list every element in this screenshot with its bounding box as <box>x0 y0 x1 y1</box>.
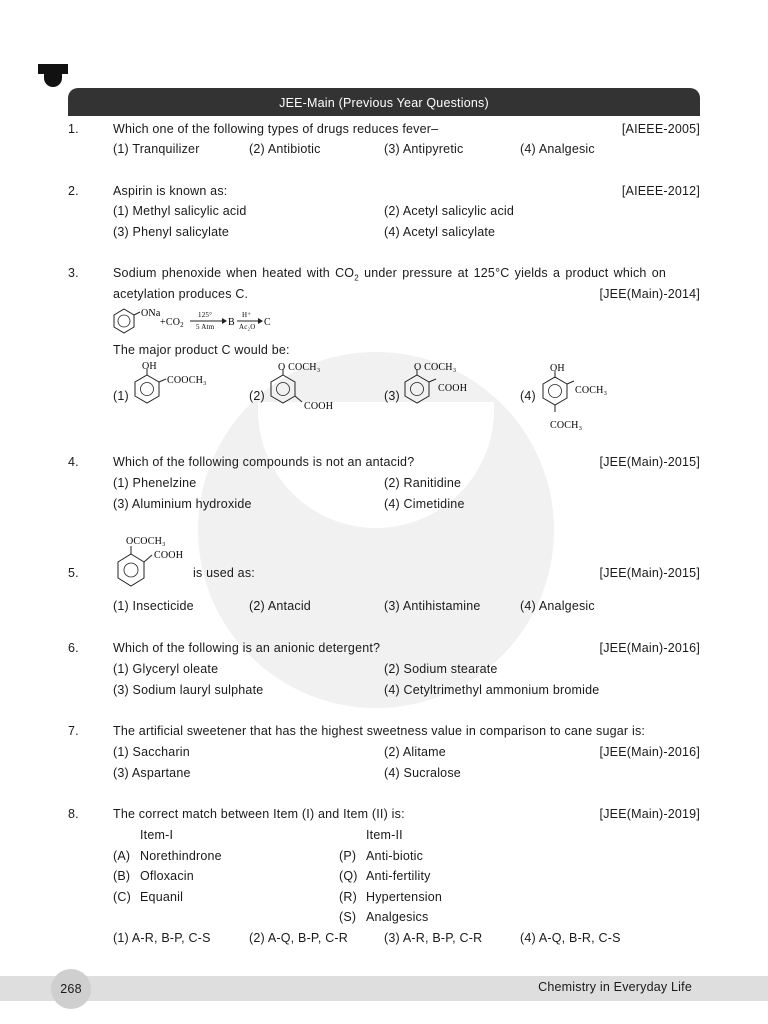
match-item: Norethindrone <box>140 849 222 863</box>
option: (1) Insecticide <box>113 599 194 613</box>
match-key: (A) <box>113 849 131 863</box>
section-header: JEE-Main (Previous Year Questions) <box>68 88 700 116</box>
match-key: (C) <box>113 890 131 904</box>
svg-text:OCOCH₃: OCOCH₃ <box>126 536 166 547</box>
arrow2-top: H⁺ <box>242 311 252 319</box>
arrow2-bottom: Ac₂O <box>239 323 256 331</box>
option: (4) Cimetidine <box>384 497 465 511</box>
match-key: (S) <box>339 910 357 924</box>
match-key: (P) <box>339 849 357 863</box>
reaction-scheme <box>110 306 290 336</box>
option: (1) Glyceryl oleate <box>113 662 219 676</box>
question-text: The artificial sweetener that has the highest sweetness value in comparison to cane sugar is: <box>113 724 646 738</box>
question-text: Which one of the following types of drugs reduces fever– <box>113 122 439 136</box>
product-c: C <box>264 317 271 328</box>
structure-4 <box>536 360 636 432</box>
exam-ref: [JEE(Main)-2019] <box>599 807 700 821</box>
match-item: Hypertension <box>366 890 443 904</box>
option: (3) Sodium lauryl sulphate <box>113 683 264 697</box>
question-number: 1. <box>68 122 79 136</box>
match-key: (B) <box>113 869 131 883</box>
structure-1 <box>128 358 228 418</box>
co2-label: $+CO_2$ <box>160 317 184 329</box>
match-item: Anti-biotic <box>366 849 424 863</box>
arrow1-bottom: 5 Atm <box>196 323 215 331</box>
option: (3) Aspartane <box>113 766 191 780</box>
match-item: Anti-fertility <box>366 869 431 883</box>
footer-title: Chemistry in Everyday Life <box>538 980 692 994</box>
svg-text:COOH: COOH <box>304 401 334 412</box>
svg-text:COOH: COOH <box>438 383 468 394</box>
svg-text:O COCH₃: O COCH₃ <box>414 362 457 373</box>
option: (2) <box>249 389 265 403</box>
option: (4) Analgesic <box>520 142 595 156</box>
question-text: The correct match between Item (I) and Item (II) is: <box>113 807 405 821</box>
question-number: 3. <box>68 266 79 280</box>
option: (1) Saccharin <box>113 745 190 759</box>
exam-ref: [AIEEE-2012] <box>621 184 700 198</box>
intermediate-b: B <box>228 317 235 328</box>
exam-ref: [JEE(Main)-2015] <box>599 455 700 469</box>
option: (2) Sodium stearate <box>384 662 498 676</box>
page-number: 268 <box>51 969 91 1009</box>
option: (3) Aluminium hydroxide <box>113 497 252 511</box>
match-key: (Q) <box>339 869 358 883</box>
option: (1) Methyl salicylic acid <box>113 204 247 218</box>
logo-base <box>44 73 62 87</box>
reactant-label: ONa <box>141 308 161 319</box>
column-header: Item-II <box>366 828 403 842</box>
match-key: (R) <box>339 890 357 904</box>
match-item: Ofloxacin <box>140 869 194 883</box>
option: (4) Cetyltrimethyl ammonium bromide <box>384 683 600 697</box>
option: (3) Antipyretic <box>384 142 464 156</box>
option: (3) <box>384 389 400 403</box>
option: (4) <box>520 389 536 403</box>
match-item: Equanil <box>140 890 184 904</box>
question-text: Aspirin is known as: <box>113 184 228 198</box>
question-number: 7. <box>68 724 79 738</box>
question-text: Sodium phenoxide when heated with $CO_2$ under pressure at 125°C yields a product which on <box>113 266 667 283</box>
option: (4) A-Q, B-R, C-S <box>520 931 621 945</box>
question-prompt: The major product C would be: <box>113 343 290 357</box>
option: (2) A-Q, B-P, C-R <box>249 931 349 945</box>
svg-text:COOCH₃: COOCH₃ <box>167 375 207 386</box>
structure-3 <box>398 358 498 418</box>
svg-text:COCH₃: COCH₃ <box>550 420 583 431</box>
svg-text:OH: OH <box>142 361 157 372</box>
option: (2) Antacid <box>249 599 311 613</box>
option: (1) Tranquilizer <box>113 142 200 156</box>
exam-ref: [JEE(Main)-2016] <box>599 641 700 655</box>
exam-ref: [JEE(Main)-2014] <box>599 287 700 301</box>
question-number: 5. <box>68 566 79 580</box>
structure-2 <box>264 358 364 418</box>
aspirin-structure <box>110 532 210 594</box>
svg-text:COCH₃: COCH₃ <box>575 385 608 396</box>
match-item: Analgesics <box>366 910 429 924</box>
exam-ref: [AIEEE-2005] <box>621 122 700 136</box>
svg-text:O COCH₃: O COCH₃ <box>278 362 321 373</box>
svg-text:COOH: COOH <box>154 550 184 561</box>
option: (1) <box>113 389 129 403</box>
option: (3) Phenyl salicylate <box>113 225 230 239</box>
option: (4) Analgesic <box>520 599 595 613</box>
column-header: Item-I <box>140 828 174 842</box>
option: (2) Antibiotic <box>249 142 321 156</box>
question-text: Which of the following compounds is not an antacid? <box>113 455 415 469</box>
exam-ref: [JEE(Main)-2015] <box>599 566 700 580</box>
question-number: 4. <box>68 455 79 469</box>
question-number: 6. <box>68 641 79 655</box>
option: (1) A-R, B-P, C-S <box>113 931 211 945</box>
option: (4) Acetyl salicylate <box>384 225 496 239</box>
option: (2) Alitame <box>384 745 446 759</box>
option: (3) A-R, B-P, C-R <box>384 931 483 945</box>
question-text: Which of the following is an anionic detergent? <box>113 641 381 655</box>
option: (4) Sucralose <box>384 766 461 780</box>
exam-ref: [JEE(Main)-2016] <box>599 745 700 759</box>
option: (3) Antihistamine <box>384 599 481 613</box>
option: (2) Ranitidine <box>384 476 462 490</box>
option: (2) Acetyl salicylic acid <box>384 204 515 218</box>
arrow1-top: 125° <box>198 311 213 319</box>
question-number: 8. <box>68 807 79 821</box>
option: (1) Phenelzine <box>113 476 197 490</box>
question-text-line2: acetylation produces C. <box>113 287 249 301</box>
svg-text:OH: OH <box>550 363 565 374</box>
question-text: is used as: <box>193 566 255 580</box>
question-number: 2. <box>68 184 79 198</box>
